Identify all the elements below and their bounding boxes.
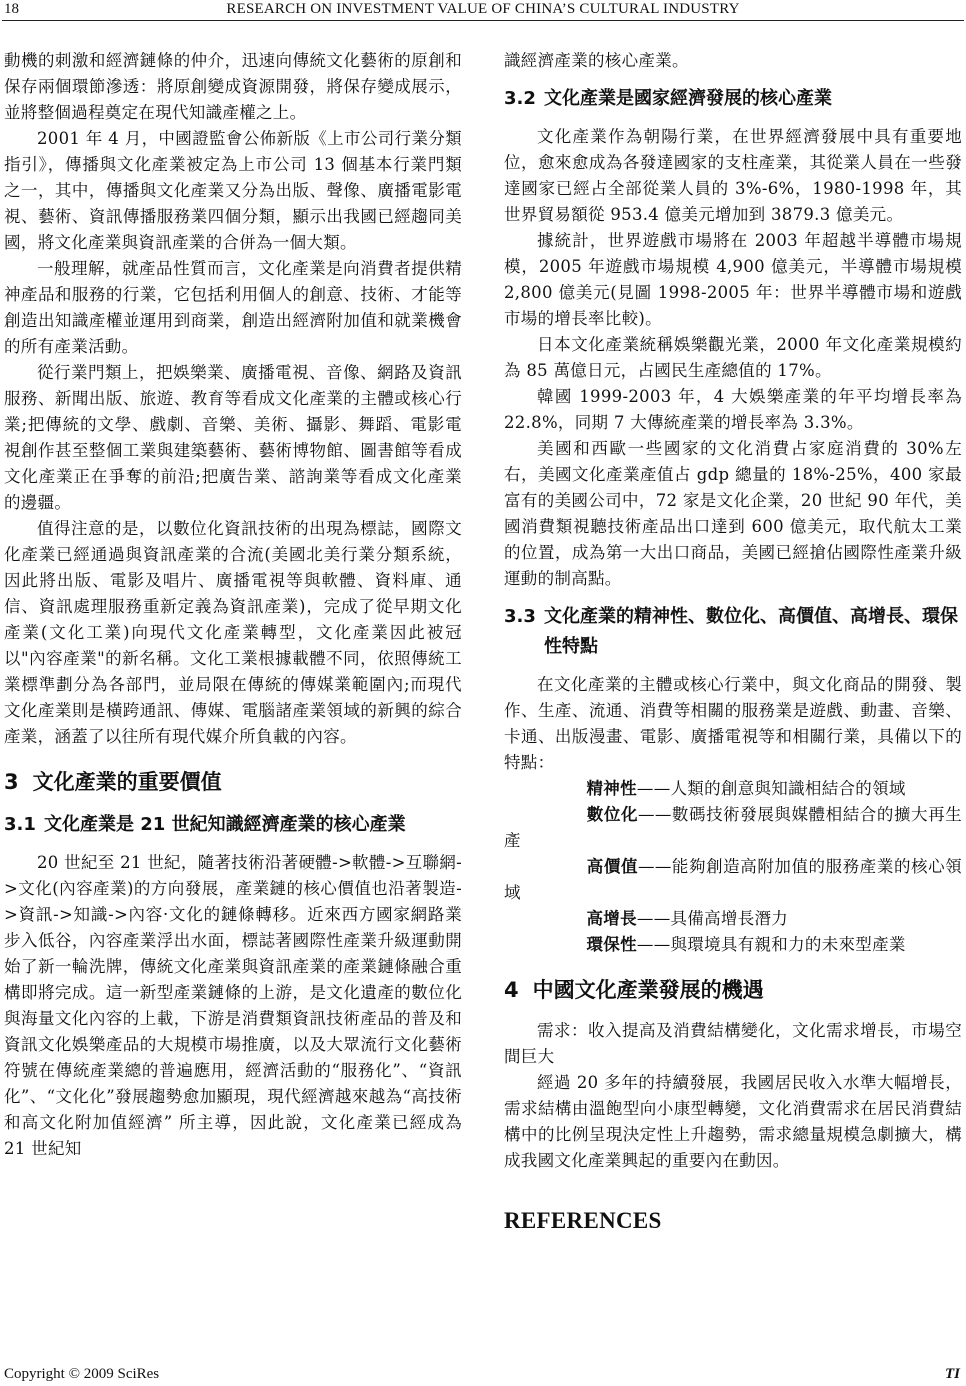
feature-desc: ——數碼技術發展與媒體相結合的擴大再生產 <box>504 805 962 850</box>
section-number: 3 <box>4 770 19 794</box>
feature-item <box>504 932 962 958</box>
paragraph: 從行業門類上，把娛樂業、廣播電視、音像、網路及資訊服務、新聞出版、旅遊、教育等看成文化產業的主體或核心行業;把傳統的文學、戲劇、音樂、美術、攝影、舞蹈、電影電視創作甚至整個工業與建築藝術、藝術博物館、圖書館等看成文化產業正在爭奪的前沿;把廣告業、諮詢業等看成文化產業的邊疆。 <box>4 363 462 512</box>
feature-desc: ——人類的創意與知識相結合的領域 <box>636 779 906 798</box>
subsection-number: 3.3 <box>504 606 536 627</box>
page-footer <box>0 1364 966 1386</box>
section-heading-4 <box>504 976 962 1004</box>
paragraph: 經過 20 多年的持續發展，我國居民收入水準大幅增長，需求結構由溫飽型向小康型轉變，文化消費需求在居民消費結構中的比例呈現決定性上升趨勢，需求總量規模急劇擴大，構成我國文化產業興起的重要內在動因。 <box>504 1073 962 1170</box>
copyright-notice: Copyright © 2009 SciRes <box>4 1366 160 1382</box>
feature-term: 精神性 <box>586 779 637 798</box>
paragraph: 在文化產業的主體或核心行業中，與文化商品的開發、製作、生產、流通、消費等相關的服務業是遊戲、動畫、音樂、卡通、出版漫畫、電影、廣播電視等和相關行業，具備以下的特點： <box>504 675 962 772</box>
subsection-heading-3-3 <box>504 602 962 662</box>
subsection-title: 文化產業的精神性、數位化、高價值、高增長、環保性特點 <box>544 606 958 657</box>
feature-item <box>504 906 962 932</box>
feature-desc: ——與環境具有親和力的未來型產業 <box>636 935 906 954</box>
left-column <box>4 48 462 1162</box>
subsection-heading-3-2 <box>504 84 962 114</box>
section-number: 4 <box>504 978 519 1002</box>
section-title: 文化產業的重要價值 <box>32 770 222 794</box>
page-number: 18 <box>4 1 19 17</box>
feature-desc: ——能夠創造高附加值的服務產業的核心領域 <box>504 857 962 902</box>
subsection-title: 文化產業是國家經濟發展的核心產業 <box>544 88 832 109</box>
feature-term: 環保性 <box>586 935 637 954</box>
section-heading-3 <box>4 768 462 796</box>
references-heading: REFERENCES <box>504 1208 662 1233</box>
subsection-title: 文化產業是 21 世紀知識經濟產業的核心產業 <box>44 814 406 835</box>
subsection-number: 3.1 <box>4 814 36 835</box>
paragraph: 文化產業作為朝陽行業，在世界經濟發展中具有重要地位，愈來愈成為各發達國家的支柱產業，其從業人員在一些發達國家已經占全部從業人員的 3%-6%，1980-1998 年，其世界貿易額從 953.4 億美元增加到 3879.3 億美元。 <box>504 127 962 224</box>
feature-term: 數位化 <box>586 805 639 824</box>
feature-item <box>504 854 962 906</box>
paragraph: 美國和西歐一些國家的文化消費占家庭消費的 30%左右，美國文化產業產值占 gdp 總量的 18%-25%，400 家最富有的美國公司中，72 家是文化企業，20 世紀 90 年代，美國消費類視聽技術產品出口達到 600 億美元，取代航太工業的位置，成為第一大出口商品，美國已經搶佔國際性產業升級運動的制高點。 <box>504 439 962 588</box>
section-title: 中國文化產業發展的機遇 <box>532 978 764 1002</box>
paragraph: 需求：收入提高及消費結構變化，文化需求增長，市場空間巨大 <box>504 1021 962 1066</box>
feature-desc: ——具備高增長潛力 <box>636 909 789 928</box>
page-header <box>0 0 966 22</box>
subsection-heading-3-1 <box>4 810 462 840</box>
right-column <box>504 48 962 1234</box>
paragraph: 據統計，世界遊戲市場將在 2003 年超越半導體市場規模，2005 年遊戲市場規模 4,900 億美元，半導體市場規模 2,800 億美元(見圖 1998-2005 年：世界半導體市場和遊戲市場的增長率比較)。 <box>504 231 962 328</box>
paragraph: 日本文化產業統稱娛樂觀光業，2000 年文化產業規模約為 85 萬億日元，占國民生產總值的 17%。 <box>504 335 962 380</box>
feature-term: 高增長 <box>586 909 637 928</box>
paragraph: 值得注意的是，以數位化資訊技術的出現為標誌，國際文化產業已經通過與資訊產業的合流(美國北美行業分類系統，因此將出版、電影及唱片、廣播電視等與軟體、資料庫、通信、資訊處理服務重新定義為資訊產業)，完成了從早期文化產業(文化工業)向現代文化產業轉型，文化產業因此被冠以"內容產業"的新名稱。文化工業根據載體不同，依照傳統工業標準劃分為各部門，並局限在傳統的傳媒業範圍內;而現代文化產業則是橫跨通訊、傳媒、電腦諸產業領域的新興的綜合產業，涵蓋了以往所有現代媒介所負載的內容。 <box>4 519 462 746</box>
paragraph: 一般理解，就產品性質而言，文化產業是向消費者提供精神產品和服務的行業，它包括利用個人的創意、技術、才能等創造出知識產權並運用到商業，創造出經濟附加值和就業機會的所有產業活動。 <box>4 259 462 356</box>
paragraph: 20 世紀至 21 世紀，隨著技術沿著硬體->軟體->互聯網->文化(內容產業)的方向發展，產業鏈的核心價值也沿著製造->資訊->知識->內容·文化的鏈條轉移。近來西方國家網路業步入低谷，內容產業浮出水面，標誌著國際性產業升級運動開始了新一輪洗牌，傳統文化產業與資訊產業的產業鏈條融合重構即將完成。這一新型產業鏈條的上游，是文化遺產的數位化與海量文化內容的上載，下游是消費類資訊技術產品的普及和資訊文化娛樂產品的大規模市場推廣，以及大眾流行文化藝術符號在傳統產業總的普遍應用，經濟活動的“服務化”、“資訊化”、“文化化”發展趨勢愈加顯現，現代經濟越來越為“高技術和高文化附加值經濟” 所主導，因此說，文化產業已經成為 21 世紀知 <box>4 853 462 1158</box>
feature-term: 高價值 <box>586 857 639 876</box>
paragraph: 識經濟產業的核心產業。 <box>504 51 689 70</box>
header-rule <box>2 20 964 21</box>
paragraph: 動機的刺激和經濟鏈條的仲介，迅速向傳統文化藝術的原創和保存兩個環節滲透：將原創變成資源開發，將保存變成展示，並將整個過程奠定在現代知識產權之上。 <box>4 51 462 122</box>
subsection-number: 3.2 <box>504 88 536 109</box>
paragraph: 2001 年 4 月，中國證監會公佈新版《上市公司行業分類指引》，傳播與文化產業被定為上市公司 13 個基本行業門類之一，其中，傳播與文化產業又分為出版、聲像、廣播電影電視、藝術、資訊傳播服務業四個分類，顯示出我國已經趨同美國，將文化產業與資訊產業的合併為一個大類。 <box>4 129 462 252</box>
feature-item <box>504 776 962 802</box>
running-title: RESEARCH ON INVESTMENT VALUE OF CHINA’S CULTURAL INDUSTRY <box>226 1 740 17</box>
paragraph: 韓國 1999-2003 年，4 大娛樂產業的年平均增長率為 22.8%，同期 7 大傳統產業的增長率為 3.3%。 <box>504 387 962 432</box>
journal-abbrev: TI <box>945 1366 960 1382</box>
feature-item <box>504 802 962 854</box>
